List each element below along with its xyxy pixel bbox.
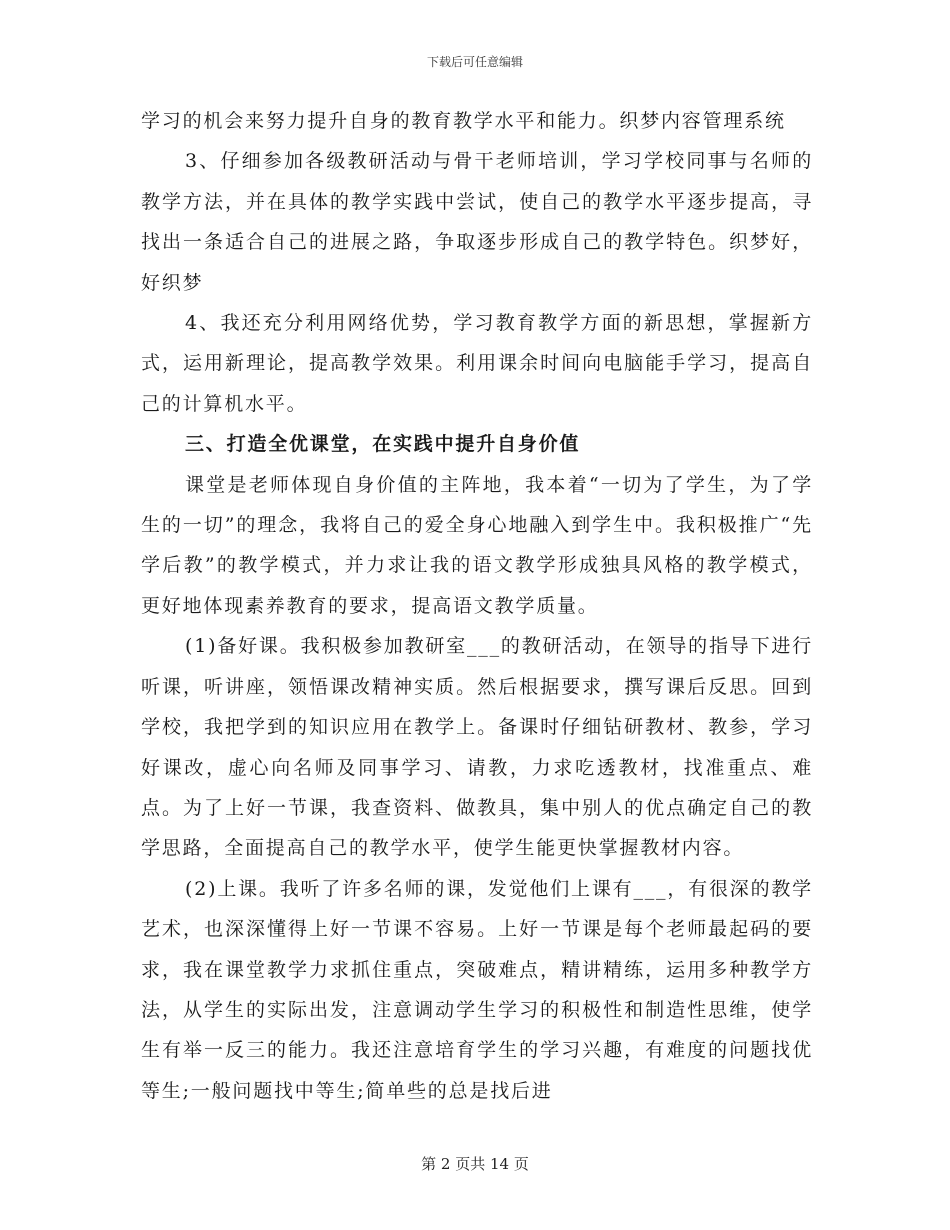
page-number-footer: 第 2 页共 14 页	[421, 1155, 529, 1173]
paragraph-item-3: 3、仔细参加各级教研活动与骨干老师培训，学习学校同事与名师的教学方法，并在具体的教学实践中尝试，使自己的教学水平逐步提高，寻找出一条适合自己的进展之路，争取逐步形成自己的教学特色。织梦好，好织梦	[141, 150, 813, 294]
paragraph-item-4: 4、我还充分利用网络优势，学习教育教学方面的新思想，掌握新方式，运用新理论，提高教学效果。利用课余时间向电脑能手学习，提高自己的计算机水平。	[141, 312, 813, 415]
paragraph-classroom-intro: 课堂是老师体现自身价值的主阵地，我本着“一切为了学生，为了学生的一切”的理念，我将自己的爱全身心地融入到学生中。我积极推广“先学后教”的教学模式，并力求让我的语文教学形成独具风格的教学模式，更好地体现素养教育的要求，提高语文教学质量。	[141, 473, 813, 617]
section-heading-3: 三、打造全优课堂，在实践中提升自身价值	[185, 433, 581, 456]
page-header-note: 下载后可任意编辑	[426, 55, 523, 69]
document-body	[141, 101, 813, 1111]
paragraph-teaching: (2)上课。我听了许多名师的课，发觉他们上课有___，有很深的教学艺术，也深深懂得上好一节课不容易。上好一节课是每个老师最起码的要求，我在课堂教学力求抓住重点，突破难点，精讲精练，运用多种教学方法，从学生的实际出发，注意调动学生学习的积极性和制造性思维，使学生有举一反三的能力。我还注意培育学生的学习兴趣，有难度的问题找优等生;一般问题找中等生;简单些的总是找后进	[141, 877, 813, 1102]
paragraph-lesson-prep: (1)备好课。我积极参加教研室___的教研活动，在领导的指导下进行听课，听讲座，领悟课改精神实质。然后根据要求，撰写课后反思。回到学校，我把学到的知识应用在教学上。备课时仔细钻研教材、教参，学习好课改，虚心向名师及同事学习、请教，力求吃透教材，找准重点、难点。为了上好一节课，我查资料、做教具，集中别人的优点确定自己的教学思路，全面提高自己的教学水平，使学生能更快掌握教材内容。	[141, 635, 813, 860]
paragraph-continuation: 学习的机会来努力提升自身的教育教学水平和能力。织梦内容管理系统	[141, 110, 786, 132]
